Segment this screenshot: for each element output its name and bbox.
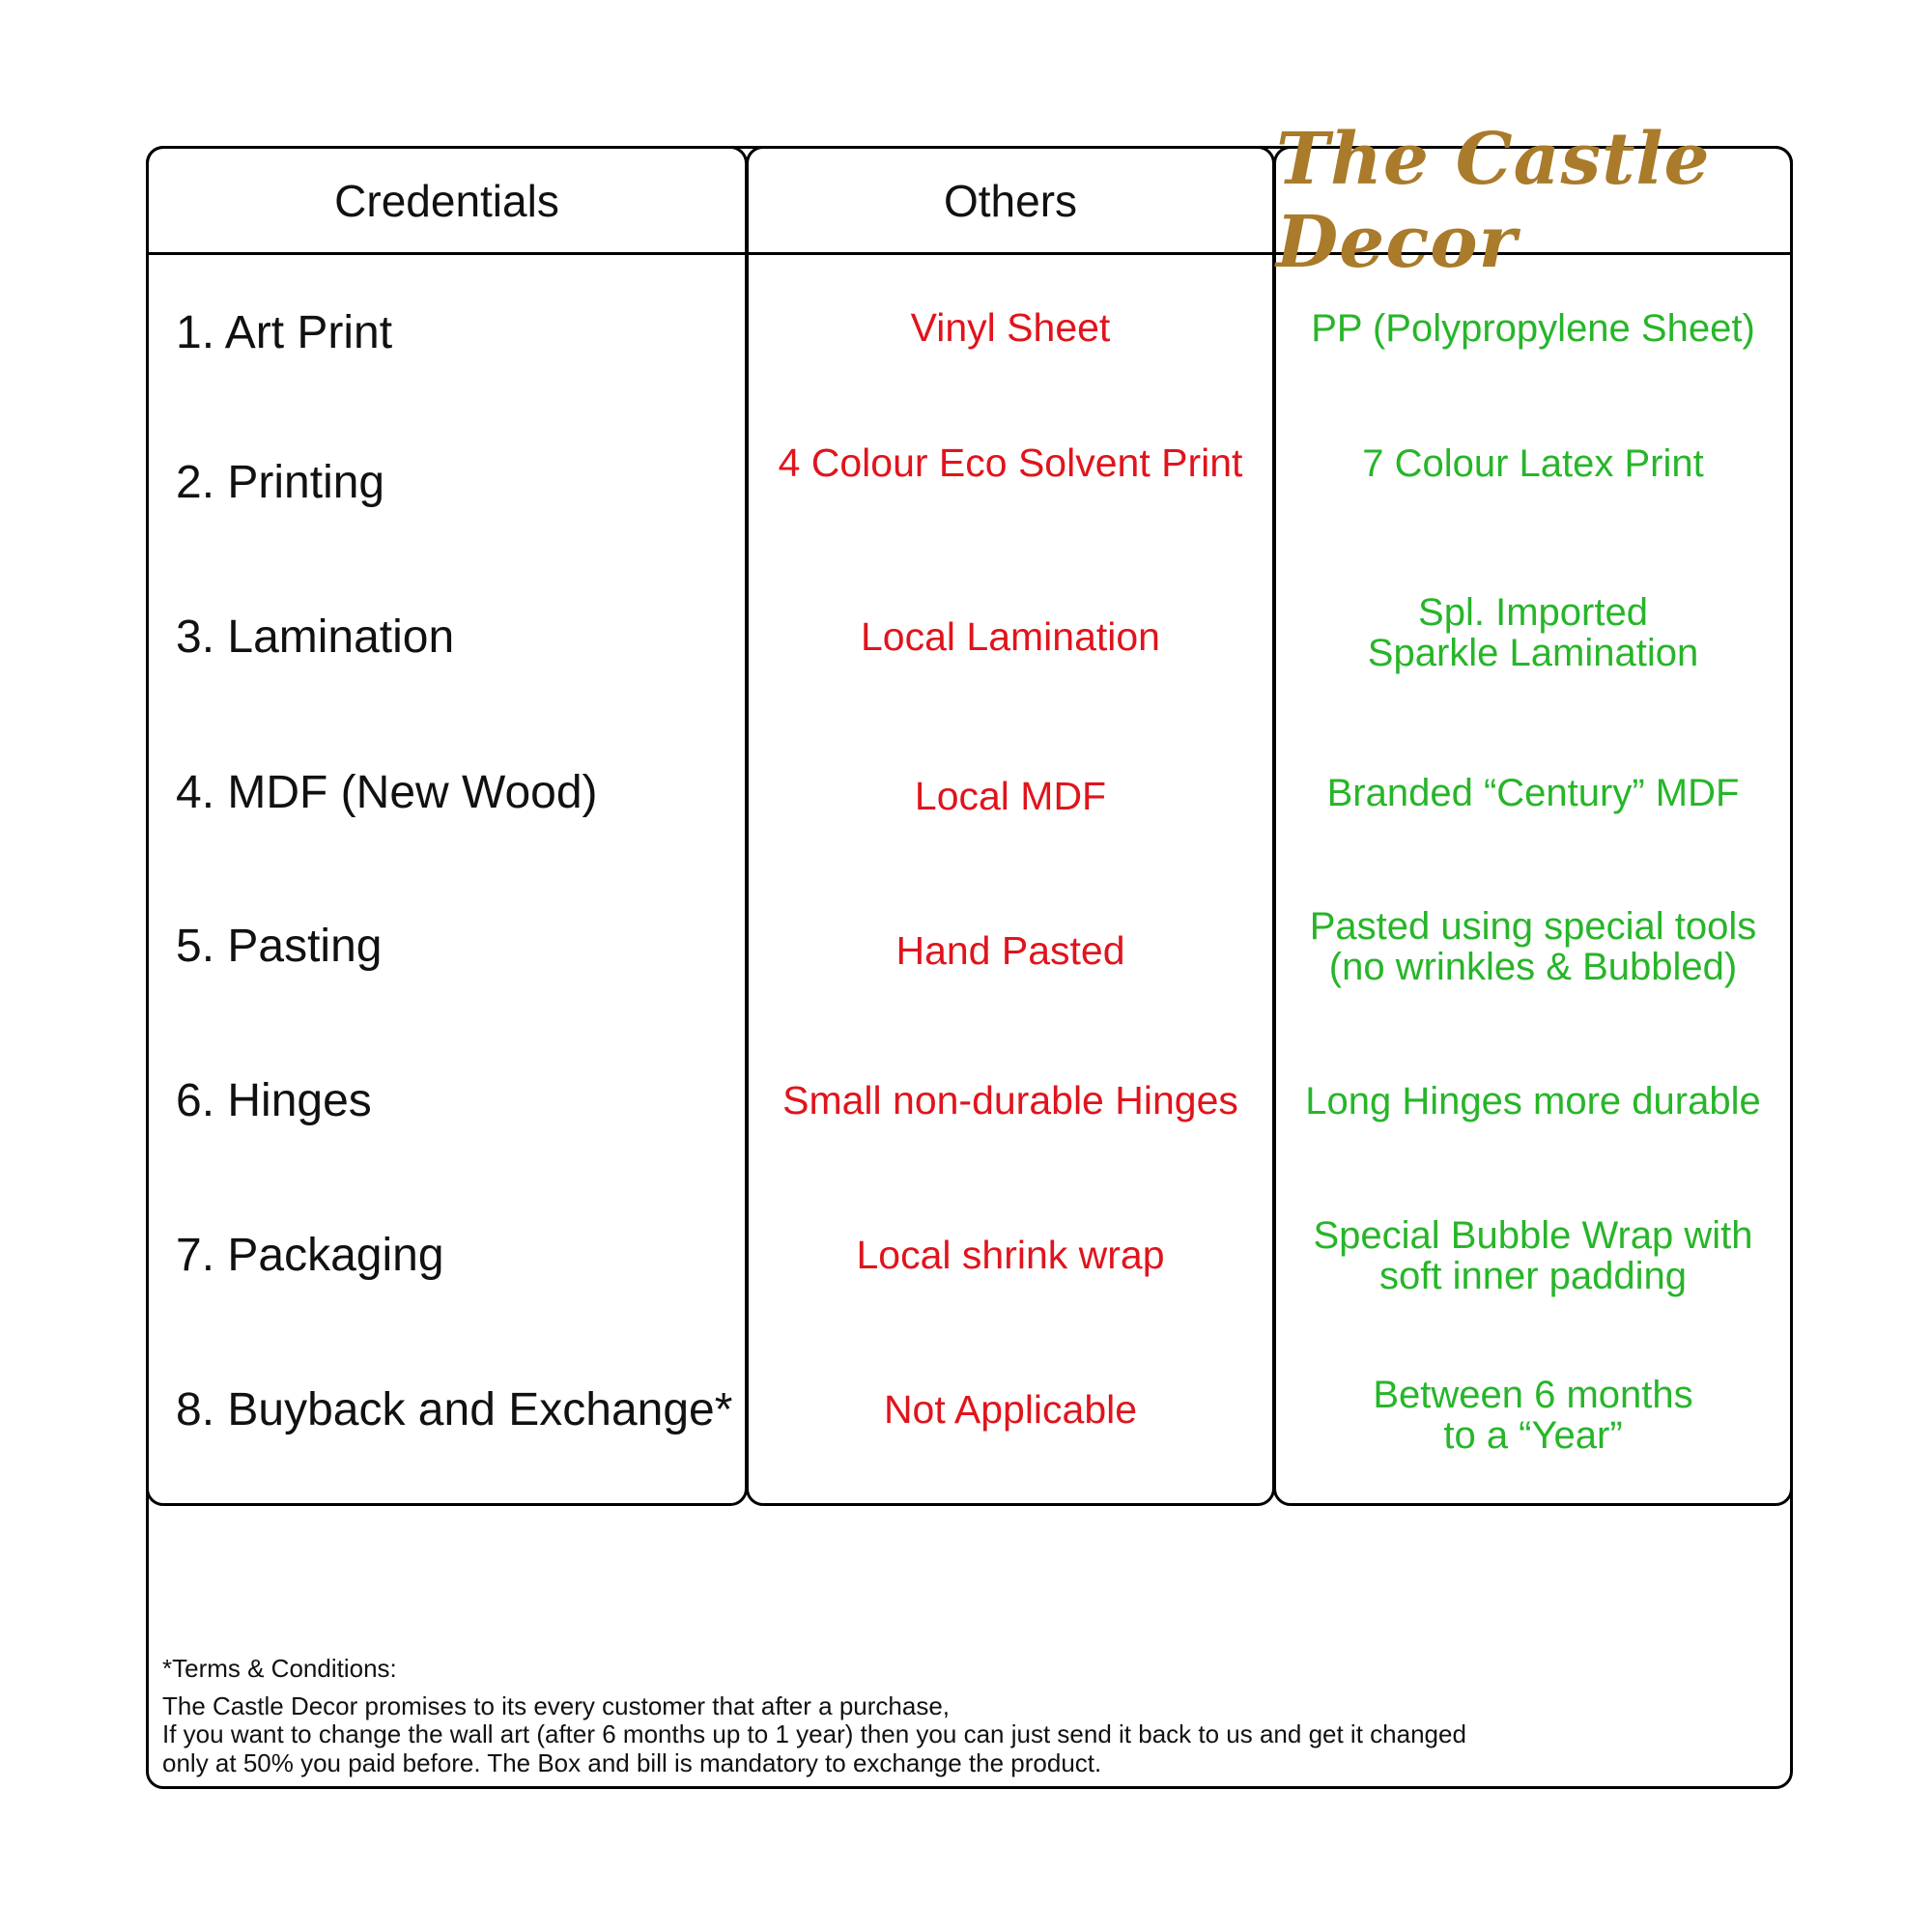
terms-title: *Terms & Conditions:	[162, 1654, 397, 1683]
others-cell: Not Applicable	[883, 1387, 1138, 1433]
castle-cell: Branded “Century” MDF	[1326, 772, 1740, 814]
others-cell: Local shrink wrap	[856, 1233, 1165, 1278]
credential-cell: 6. Hinges	[176, 1074, 372, 1126]
terms-body: The Castle Decor promises to its every customer that after a purchase, If you want to change the wall art (after 6 months up to 1 year) then you can just send it back to us and get it changed only at 50% you paid before. The Box and bill is mandatory to exchange the product.	[162, 1691, 1466, 1777]
credential-cell: 5. Pasting	[176, 920, 383, 972]
others-cell: Hand Pasted	[895, 928, 1125, 974]
credential-cell: 3. Lamination	[176, 611, 455, 663]
others-cell: Local MDF	[914, 774, 1107, 819]
header-others: Others	[943, 175, 1078, 226]
castle-cell: Special Bubble Wrap with soft inner padding	[1313, 1214, 1753, 1297]
castle-cell: PP (Polypropylene Sheet)	[1311, 307, 1755, 350]
others-cell: 4 Colour Eco Solvent Print	[778, 440, 1243, 486]
castle-cell: Spl. Imported Sparkle Lamination	[1367, 591, 1699, 674]
header-credentials: Credentials	[334, 175, 559, 226]
others-cell: Vinyl Sheet	[910, 305, 1111, 351]
others-cell: Local Lamination	[861, 614, 1160, 660]
credential-cell: 4. MDF (New Wood)	[176, 766, 598, 818]
castle-cell: Between 6 months to a “Year”	[1373, 1374, 1693, 1457]
credential-cell: 8. Buyback and Exchange*	[176, 1383, 733, 1435]
castle-cell: Long Hinges more durable	[1305, 1080, 1761, 1122]
credential-cell: 7. Packaging	[176, 1229, 444, 1281]
castle-cell: 7 Colour Latex Print	[1362, 442, 1704, 485]
others-cell: Small non-durable Hinges	[782, 1078, 1238, 1123]
credential-cell: 1. Art Print	[176, 306, 393, 358]
header-brand-logo	[1276, 117, 1790, 284]
credential-cell: 2. Printing	[176, 456, 385, 508]
castle-cell: Pasted using special tools (no wrinkles & Bubbled)	[1309, 905, 1757, 988]
brand-logo-text: The Castle Decor	[1276, 117, 1711, 284]
